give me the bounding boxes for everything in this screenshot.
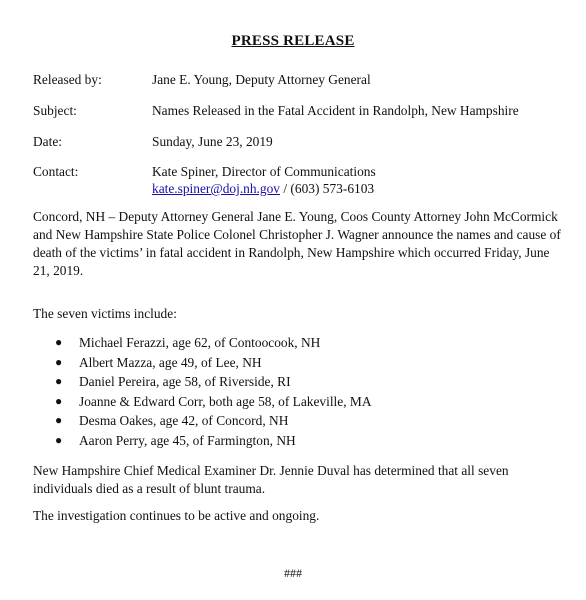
meta-row-subject: [33, 103, 563, 120]
contact-phone: / (603) 573-6103: [280, 181, 375, 196]
end-mark: ###: [284, 566, 302, 580]
intro-paragraph: Concord, NH – Deputy Attorney General Jane E. Young, Coos County Attorney John McCormick and New Hampshire State Police Colonel Christopher J. Wagner announce the names and cause of death of the victims’ in fatal accident in Randolph, New Hampshire which occurred Friday, June 21, 2019.: [33, 209, 561, 278]
contact-name: Kate Spiner, Director of Communications: [152, 164, 376, 180]
bullet-icon: ●: [55, 413, 63, 428]
contact-email-link[interactable]: kate.spiner@doj.nh.gov: [152, 181, 280, 196]
subject-value: Names Released in the Fatal Accident in Randolph, New Hampshire: [152, 102, 519, 118]
bullet-icon: ●: [55, 432, 63, 447]
contact-value: [152, 164, 563, 198]
victim-text: Desma Oakes, age 42, of Concord, NH: [79, 413, 289, 429]
bullet-icon: ●: [55, 354, 63, 369]
contact-label: Contact:: [33, 164, 79, 180]
medical-examiner-paragraph: New Hampshire Chief Medical Examiner Dr. Jennie Duval has determined that all seven individuals died as a result of blunt trauma.: [33, 463, 509, 496]
released-by-label: Released by:: [33, 72, 102, 87]
list-item: [33, 353, 563, 373]
bullet-icon: ●: [55, 374, 63, 389]
meta-row-date: [33, 134, 563, 151]
list-item: [33, 411, 563, 431]
meta-row-released-by: [33, 72, 563, 89]
victims-intro: The seven victims include:: [33, 306, 177, 321]
list-item: [33, 392, 563, 412]
release-metadata: [33, 72, 563, 212]
subject-label: Subject:: [33, 102, 77, 118]
victim-text: Albert Mazza, age 49, of Lee, NH: [79, 354, 262, 370]
bullet-icon: ●: [55, 393, 63, 408]
victim-text: Daniel Pereira, age 58, of Riverside, RI: [79, 374, 291, 390]
bullet-icon: ●: [55, 335, 63, 349]
date-value: Sunday, June 23, 2019: [152, 133, 273, 149]
date-label: Date:: [33, 133, 62, 149]
victims-list: [33, 333, 563, 451]
list-item: [33, 431, 563, 451]
victim-text: Joanne & Edward Corr, both age 58, of Lakeville, MA: [79, 393, 372, 409]
victim-text: Michael Ferazzi, age 62, of Contoocook, NH: [79, 335, 321, 350]
victim-text: Aaron Perry, age 45, of Farmington, NH: [79, 432, 296, 448]
list-item: [33, 372, 563, 392]
page-title: PRESS RELEASE: [231, 33, 355, 49]
meta-row-contact: [33, 164, 563, 198]
contact-details: [152, 181, 563, 198]
released-by-value: Jane E. Young, Deputy Attorney General: [152, 72, 371, 87]
list-item: [33, 333, 563, 353]
investigation-paragraph: The investigation continues to be active and ongoing.: [33, 508, 320, 523]
